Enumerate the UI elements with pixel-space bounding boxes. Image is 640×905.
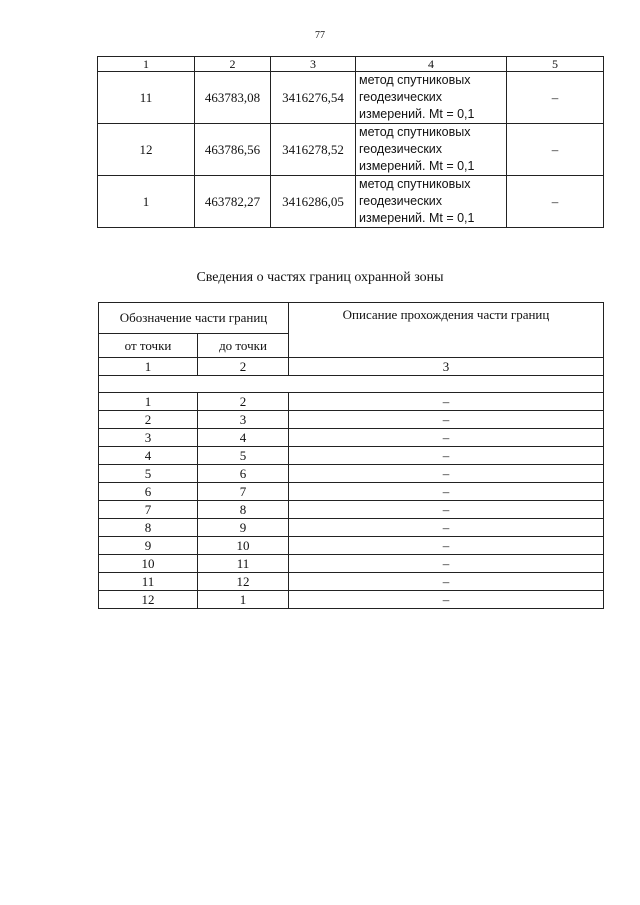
table-row: [99, 393, 604, 411]
table-row: [98, 124, 604, 176]
coord-y: 3416278,52: [271, 124, 356, 176]
from-point: 7: [99, 501, 198, 519]
col-header-1: 1: [98, 57, 195, 72]
table-row: [99, 537, 604, 555]
description: –: [289, 411, 604, 429]
table-row: [99, 465, 604, 483]
to-point: 1: [198, 591, 289, 609]
from-point: 3: [99, 429, 198, 447]
method-cell: [356, 176, 507, 228]
coord-y: 3416276,54: [271, 72, 356, 124]
col-header-5: 5: [507, 57, 604, 72]
description: –: [289, 429, 604, 447]
method-line: геодезических: [359, 194, 443, 208]
from-point: 10: [99, 555, 198, 573]
table-row: [98, 176, 604, 228]
from-point: 9: [99, 537, 198, 555]
table-row: [99, 519, 604, 537]
method-line: измерений. Mt = 0,1: [359, 159, 475, 173]
coord-x: 463782,27: [195, 176, 271, 228]
table-row: [99, 555, 604, 573]
from-point: 1: [99, 393, 198, 411]
method-line: геодезических: [359, 142, 443, 156]
parts-header-row: [99, 303, 604, 334]
table-row: [99, 429, 604, 447]
from-point: 5: [99, 465, 198, 483]
description: –: [289, 519, 604, 537]
header-to-point: до точки: [198, 334, 289, 358]
description: –: [289, 537, 604, 555]
coord-x: 463783,08: [195, 72, 271, 124]
to-point: 8: [198, 501, 289, 519]
description: –: [289, 393, 604, 411]
description: –: [289, 591, 604, 609]
coordinates-header-row: [98, 57, 604, 72]
description: –: [289, 447, 604, 465]
method-line: измерений. Mt = 0,1: [359, 107, 475, 121]
note-cell: –: [507, 124, 604, 176]
blank-cell: [99, 376, 604, 393]
point-number: 11: [98, 72, 195, 124]
coord-y: 3416286,05: [271, 176, 356, 228]
point-number: 12: [98, 124, 195, 176]
section-title: Сведения о частях границ охранной зоны: [196, 270, 444, 285]
note-cell: –: [507, 176, 604, 228]
description: –: [289, 555, 604, 573]
to-point: 6: [198, 465, 289, 483]
col-header-3: 3: [271, 57, 356, 72]
table-row: [99, 591, 604, 609]
description: –: [289, 573, 604, 591]
from-point: 12: [99, 591, 198, 609]
to-point: 7: [198, 483, 289, 501]
header-designation: Обозначение части границ: [99, 303, 289, 334]
from-point: 11: [99, 573, 198, 591]
from-point: 4: [99, 447, 198, 465]
table-row: [99, 573, 604, 591]
table-row: [99, 483, 604, 501]
header-from-point: от точки: [99, 334, 198, 358]
to-point: 3: [198, 411, 289, 429]
col-number-3: 3: [289, 358, 604, 376]
to-point: 5: [198, 447, 289, 465]
col-number-2: 2: [198, 358, 289, 376]
page-number: 77: [315, 30, 325, 41]
coordinates-table: [97, 56, 604, 228]
from-point: 8: [99, 519, 198, 537]
point-number: 1: [98, 176, 195, 228]
to-point: 12: [198, 573, 289, 591]
to-point: 4: [198, 429, 289, 447]
to-point: 10: [198, 537, 289, 555]
method-line: измерений. Mt = 0,1: [359, 211, 475, 225]
method-cell: [356, 72, 507, 124]
method-line: геодезических: [359, 90, 443, 104]
col-number-1: 1: [99, 358, 198, 376]
border-parts-table: [98, 302, 604, 609]
method-line: метод спутниковых: [359, 177, 471, 191]
description: –: [289, 465, 604, 483]
table-row: [99, 411, 604, 429]
to-point: 9: [198, 519, 289, 537]
method-line: метод спутниковых: [359, 73, 471, 87]
table-row: [98, 72, 604, 124]
to-point: 11: [198, 555, 289, 573]
coord-x: 463786,56: [195, 124, 271, 176]
header-description: Описание прохождения части границ: [289, 303, 604, 358]
blank-row: [99, 376, 604, 393]
to-point: 2: [198, 393, 289, 411]
col-header-4: 4: [356, 57, 507, 72]
method-line: метод спутниковых: [359, 125, 471, 139]
from-point: 2: [99, 411, 198, 429]
note-cell: –: [507, 72, 604, 124]
description: –: [289, 483, 604, 501]
from-point: 6: [99, 483, 198, 501]
col-header-2: 2: [195, 57, 271, 72]
table-row: [99, 501, 604, 519]
method-cell: [356, 124, 507, 176]
column-numbers-row: [99, 358, 604, 376]
description: –: [289, 501, 604, 519]
table-row: [99, 447, 604, 465]
